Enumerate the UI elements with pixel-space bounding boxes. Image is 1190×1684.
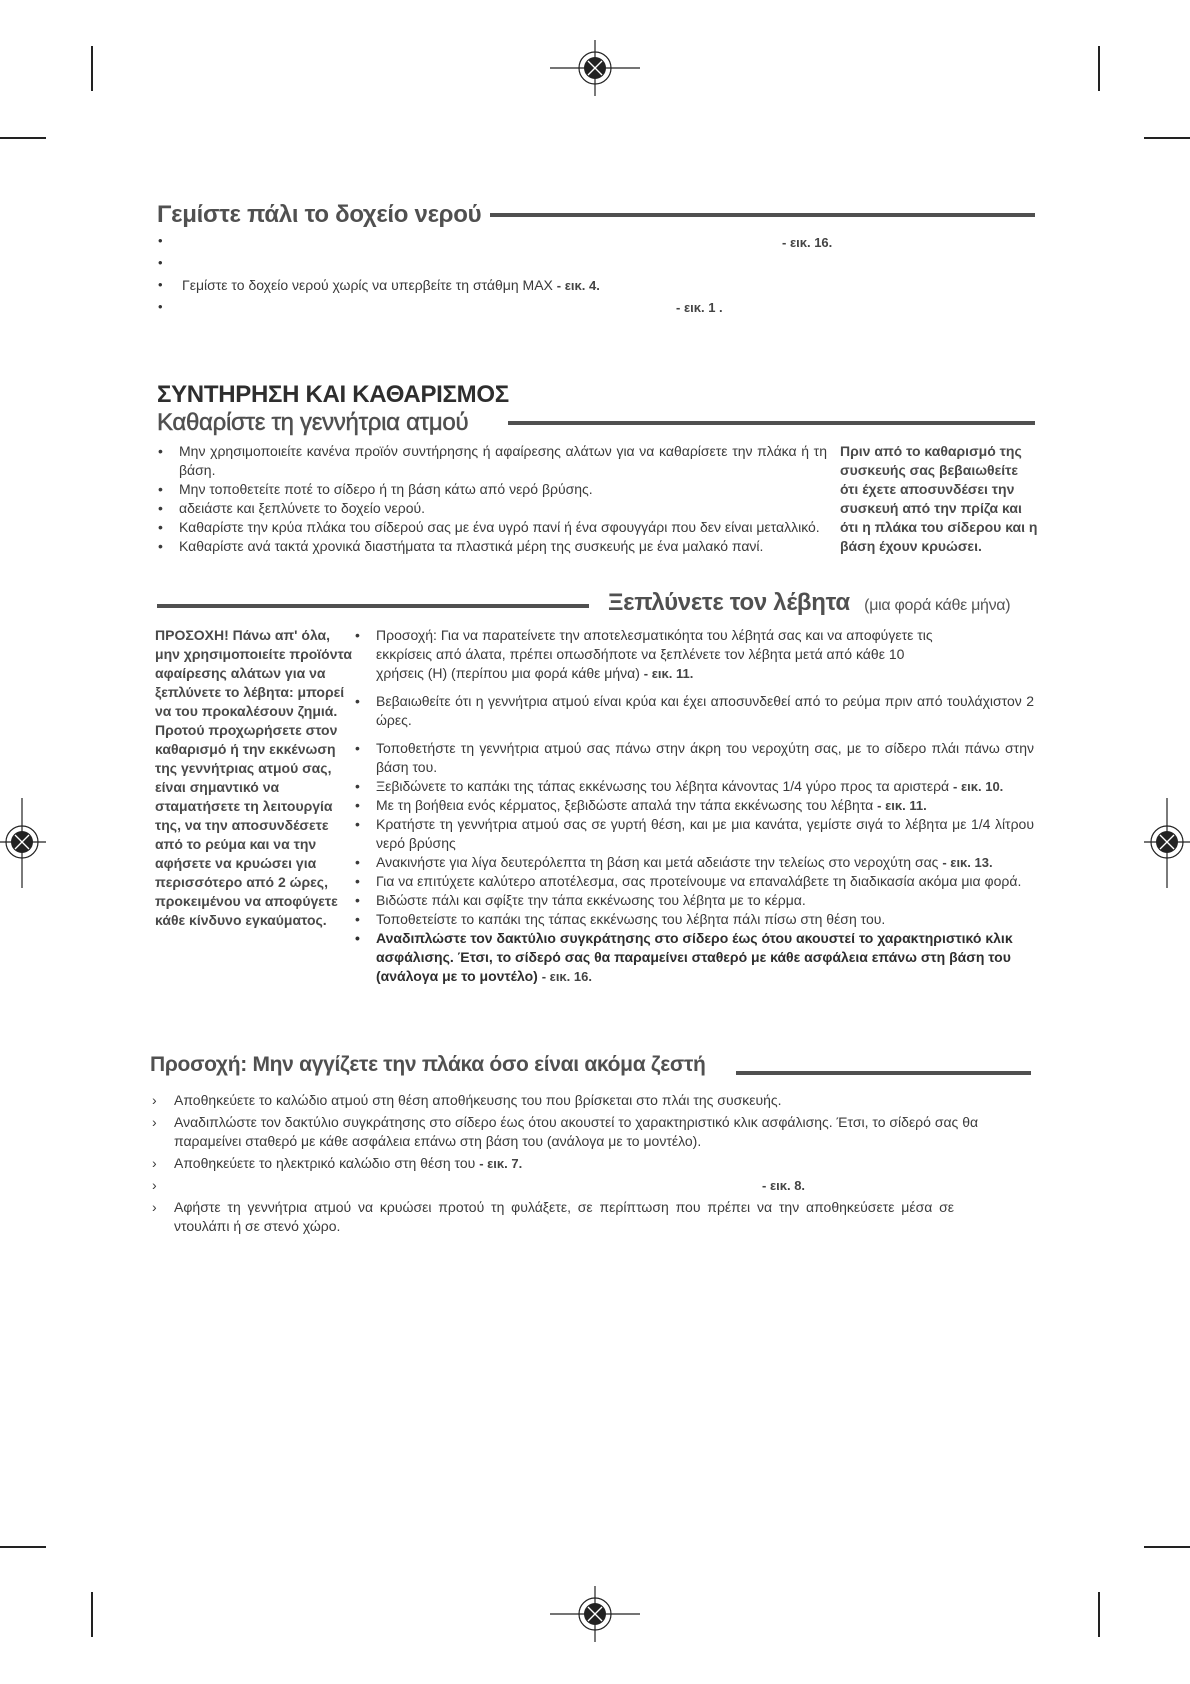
list-item: › - εικ. 8. (150, 1176, 980, 1195)
list-item: • Ξεβιδώνετε το καπάκι της τάπας εκκένωσης του λέβητα κάνοντας 1/4 γύρο προς τα αριστερά - εικ. 10. (352, 777, 1034, 796)
warning-note: ΠΡΟΣΟΧΗ! Πάνω απ' όλα, μην χρησιμοποιείτε προϊόντα αφαίρεσης αλάτων για να ξεπλύνετε το λέβητα: μπορεί να του προκαλέσουν ζημιά. Προτού προχωρήσετε στον καθαρισμό ή την εκκένωση της γεννήτριας ατμού σας, είναι σημαντικό να σταματήσετε τη λειτουργία της, να την αποσυνδέσετε από το ρεύμα και να την αφήσετε να κρυώσει για περισσότερο από 2 ώρες, προκειμένου να αποφύγετε κάθε κίνδυνο εγκαύματος. (155, 627, 352, 928)
crop-mark (0, 1546, 46, 1548)
rinse-list (352, 626, 1034, 986)
list-item: • Αναδιπλώστε τον δακτύλιο συγκράτησης στο σίδερο έως ότου ακουστεί το χαρακτηριστικό κλικ ασφάλισης. Έτσι, το σίδερό σας θα παραμείνει σταθερό με κάθε ασφάλεια επάνω στη βάση του (ανάλογα με το μοντέλο) - εικ. 16. (352, 929, 1034, 986)
crop-mark (1144, 1546, 1190, 1548)
section-rule (490, 213, 1035, 217)
clean-list (155, 442, 827, 556)
list-item: • Για να επιτύχετε καλύτερο αποτέλεσμα, σας προτείνουμε να επαναλάβετε τη διαδικασία ακόμα μια φορά. (352, 872, 1034, 891)
list-item: - εικ. 16. (782, 235, 833, 250)
list-item: › Αναδιπλώστε τον δακτύλιο συγκράτησης στο σίδερο έως ότου ακουστεί το χαρακτηριστικό κλικ ασφάλισης. Έτσι, το σίδερό σας θα παραμείνει σταθερό με κάθε ασφάλεια επάνω στη βάση του (ανάλογα με το μοντέλο). (150, 1113, 980, 1151)
list-item: • Καθαρίστε την κρύα πλάκα του σίδερού σας με ένα υγρό πανί ή ένα σφουγγάρι που δεν είναι μεταλλικό. (155, 518, 827, 537)
section-rule (508, 421, 1035, 425)
registration-mark-icon (550, 40, 640, 96)
section-rule (736, 1071, 1031, 1075)
bullet: • (158, 277, 163, 292)
list-item: • Μην τοποθετείτε ποτέ το σίδερο ή τη βάση κάτω από νερό βρύσης. (155, 480, 827, 499)
side-note: Πριν από το καθαρισμό της συσκευής σας βεβαιωθείτε ότι έχετε αποσυνδέσει την συσκευή από την πρίζα και ότι η πλάκα του σίδερου και η βάση έχουν κρυώσει. (840, 443, 1038, 554)
list-item: › Αφήστε τη γεννήτρια ατμού να κρυώσει προτού τη φυλάξετε, σε περίπτωση που πρέπει να την αποθηκεύσετε μέσα σε ντουλάπι ή σε στενό χώρο. (150, 1198, 954, 1236)
list-item: • Βεβαιωθείτε ότι η γεννήτρια ατμού είναι κρύα και έχει αποσυνδεθεί από το ρεύμα πριν από τουλάχιστον 2 ώρες. (352, 692, 1034, 730)
list-item: › Αποθηκεύετε το ηλεκτρικό καλώδιο στη θέση του - εικ. 7. (150, 1154, 980, 1173)
list-item: Γεμίστε το δοχείο νερού χωρίς να υπερβείτε τη στάθμη MAX - εικ. 4. (182, 277, 600, 293)
section-subtitle: (μια φορά κάθε μήνα) (864, 597, 1011, 614)
crop-mark (0, 137, 46, 139)
crop-mark (1144, 137, 1190, 139)
registration-mark-icon (0, 798, 46, 888)
list-item: • Τοποθετήστε τη γεννήτρια ατμού σας πάνω στην άκρη του νεροχύτη σας, με το σίδερο πλάι πάνω στην βάση του. (352, 739, 1034, 777)
section-title-clean: Καθαρίστε τη γεννήτρια ατμού (157, 409, 469, 436)
list-item: • Βιδώστε πάλι και σφίξτε την τάπα εκκένωσης του λέβητα με το κέρμα. (352, 891, 1034, 910)
list-item: • Μην χρησιμοποιείτε κανένα προϊόν συντήρησης ή αφαίρεσης αλάτων για να καθαρίσετε την πλάκα ή τη βάση. (155, 442, 827, 480)
list-item: • Τοποθετείστε το καπάκι της τάπας εκκένωσης του λέβητα πάλι πίσω στη θέση του. (352, 910, 1034, 929)
list-item: - εικ. 1 . (676, 300, 723, 315)
crop-mark (1098, 46, 1100, 91)
list-item: • Κρατήστε τη γεννήτρια ατμού σας σε γυρτή θέση, και με μια κανάτα, γεμίστε σιγά το λέβητα με 1/4 λίτρου νερό βρύσης (352, 815, 1034, 853)
section-title-refill: Γεμίστε πάλι το δοχείο νερού (157, 201, 482, 228)
bullet: • (158, 299, 163, 314)
section-title-caution: Προσοχή: Μην αγγίζετε την πλάκα όσο είναι ακόμα ζεστή (150, 1053, 706, 1076)
list-item: • αδειάστε και ξεπλύνετε το δοχείο νερού. (155, 499, 827, 518)
list-item: › Αποθηκεύετε το καλώδιο ατμού στη θέση αποθήκευσης του που βρίσκεται στο πλάι της συσκευής. (150, 1091, 980, 1110)
registration-mark-icon (1144, 798, 1190, 888)
section-rule (157, 604, 589, 608)
section-title-rinse: Ξεπλύνετε τον λέβητα (μια φορά κάθε μήνα) (608, 589, 1011, 616)
crop-mark (1098, 1592, 1100, 1637)
chapter-heading: ΣΥΝΤΗΡΗΣΗ ΚΑΙ ΚΑΘΑΡΙΣΜΟΣ (157, 381, 509, 408)
caution-list (150, 1091, 980, 1236)
list-item: • Προσοχή: Για να παρατείνετε την αποτελεσματικόητα του λέβητά σας και να αποφύγετε τις εκκρίσεις από άλατα, πρέπει οπωσδήποτε να ξεπλένετε τον λέβητα μετά από κάθε 10 χρήσεις (Η) (περίπου μια φορά κάθε μήνα) - εικ. 11. (352, 626, 936, 683)
crop-mark (91, 1592, 93, 1637)
registration-mark-icon (550, 1586, 640, 1642)
list-item: • Με τη βοήθεια ενός κέρματος, ξεβιδώστε απαλά την τάπα εκκένωσης του λέβητα - εικ. 11. (352, 796, 1034, 815)
list-item: • Ανακινήστε για λίγα δευτερόλεπτα τη βάση και μετά αδειάστε την τελείως στο νεροχύτη σας - εικ. 13. (352, 853, 1034, 872)
bullet: • (158, 255, 163, 270)
bullet: • (158, 233, 163, 248)
crop-mark (91, 46, 93, 91)
list-item: • Καθαρίστε ανά τακτά χρονικά διαστήματα τα πλαστικά μέρη της συσκευής με ένα μαλακό πανί. (155, 537, 827, 556)
